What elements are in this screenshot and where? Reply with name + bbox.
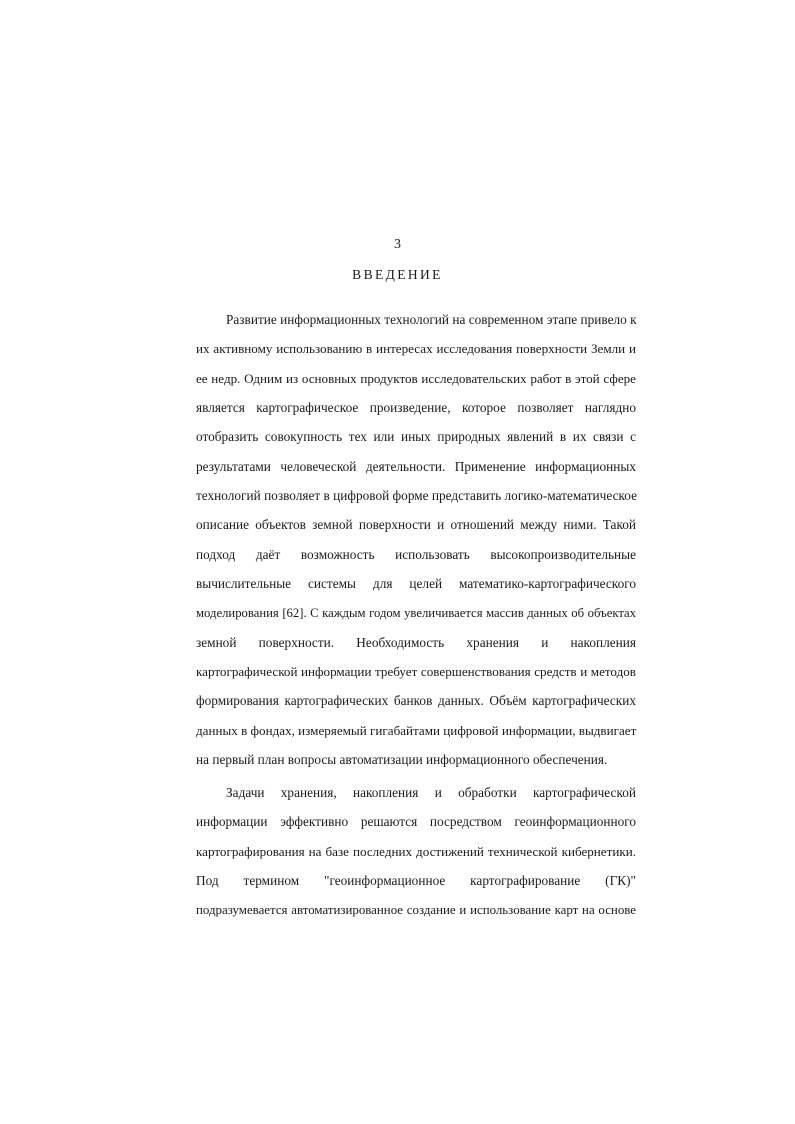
paragraph-1-line-15: данных в фондах, измеряемый гигабайтами цифровой информации, выдвигает [196, 723, 637, 738]
paragraph-1-line-12: земной поверхности. Необходимость хранения и накопления [196, 635, 636, 650]
paragraph-1-line-16: на первый план вопросы автоматизации информационного обеспечения. [196, 752, 608, 767]
paragraph-1-line-2: их активному использованию в интересах исследования поверхности Земли и [196, 341, 636, 356]
paragraph-1-line-7: технологий позволяет в цифровой форме представить логико-математическое [196, 488, 637, 503]
paragraph-2-line-5: подразумевается автоматизированное создание и использование карт на основе [196, 903, 636, 917]
paragraph-1-line-3: ее недр. Одним из основных продуктов исследовательских работ в этой сфере [196, 371, 636, 386]
paragraph-1-line-1: Развитие информационных технологий на современном этапе привело к [226, 312, 637, 327]
paragraph-2-line-2: информации эффективно решаются посредством геоинформационного [196, 814, 636, 829]
paragraph-1-line-5: отобразить совокупность тех или иных природных явлений в их связи с [196, 429, 636, 444]
paragraph-1-line-14: формирования картографических банков данных. Объём картографических [196, 693, 636, 708]
paragraph-2-line-1: Задачи хранения, накопления и обработки картографической [226, 785, 636, 800]
paragraph-1-line-9: подход даёт возможность использовать высокопроизводительные [196, 547, 636, 562]
paragraph-1-line-10: вычислительные системы для целей математико-картографического [196, 576, 636, 591]
paragraph-1-line-4: является картографическое произведение, которое позволяет наглядно [196, 400, 636, 415]
paragraph-2-line-3: картографирования на базе последних достижений технической кибернетики. [196, 844, 636, 859]
page-number: 3 [394, 237, 401, 252]
paragraph-1-line-8: описание объектов земной поверхности и отношений между ними. Такой [196, 517, 636, 532]
paragraph-2-line-4: Под термином "геоинформационное картографирование (ГК)" [196, 873, 636, 888]
section-heading: ВВЕДЕНИЕ [352, 267, 443, 282]
paragraph-1-line-13: картографической информации требует совершенствования средств и методов [196, 664, 636, 679]
paragraph-1-line-6: результатами человеческой деятельности. Применение информационных [196, 459, 636, 474]
paragraph-1-line-11: моделирования [62]. С каждым годом увеличивается массив данных об объектах [196, 606, 636, 620]
